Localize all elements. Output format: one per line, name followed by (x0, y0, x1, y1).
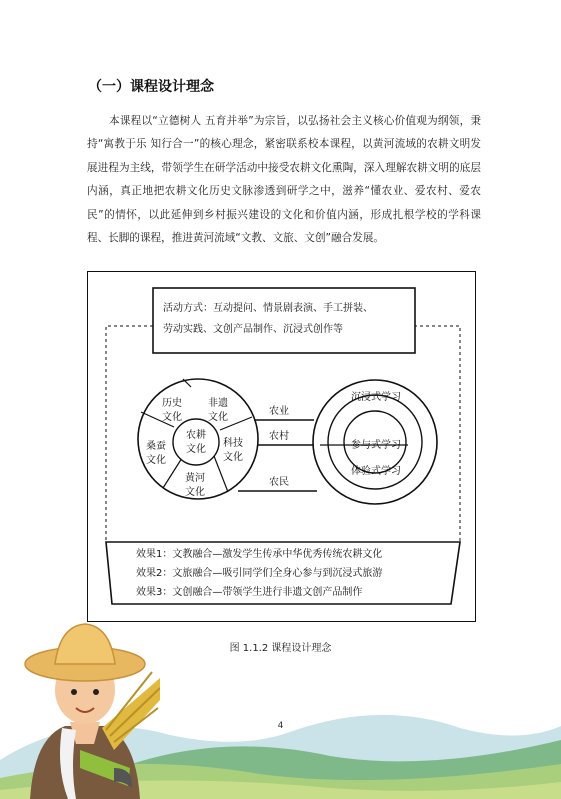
link-label-agriculture: 农业 (269, 406, 289, 417)
ring-label-participatory: 参与式学习 (351, 440, 401, 451)
segment-heritage-line2: 文化 (208, 412, 228, 423)
activity-text-line2: 劳动实践、文创产品制作、沉浸式创作等 (163, 324, 343, 335)
segment-silkworm-line1: 桑蚕 (146, 441, 166, 452)
wheel-center-circle (173, 419, 219, 465)
body-paragraph: 本课程以“立德树人 五育并举”为宗旨，以弘扬社会主义核心价值观为纲领，秉持“寓教于乐 知行合一”的核心理念，紧密联系校本课程，以黄河流域的农耕文明发展进程为主线，带领学生在研学活动中接受农耕文化熏陶，深入理解农耕文明的底层内涵，真正地把农耕文化历史文脉渗透到研学之中，滋养“懂农业、爱农村、爱农民”的情怀，以此延伸到乡村振兴建设的文化和价值内涵，形成扎根学校的学科课程、长脚的课程，推进黄河流域“文教、文旅、文创”融合发展。 (87, 115, 481, 245)
segment-yellowriver-line1: 黄河 (185, 473, 205, 484)
activity-text-line1: 活动方式：互动提问、情景剧表演、手工拼装、 (163, 303, 373, 314)
segment-history-line2: 文化 (162, 412, 182, 423)
link-label-village: 农村 (269, 431, 289, 442)
effect-item-3: 效果3：文创融合—带领学生进行非遗文创产品制作 (136, 587, 363, 598)
farmer-eye-left (71, 689, 77, 695)
concept-diagram (87, 271, 476, 622)
ring-label-immersive: 沉浸式学习 (351, 392, 401, 403)
section-heading: （一）课程设计理念 (88, 79, 214, 95)
concept-diagram-svg (88, 272, 477, 623)
center-label-line2: 文化 (186, 444, 206, 455)
link-label-farmer: 农民 (269, 477, 289, 488)
learning-rings (313, 380, 437, 504)
segment-history-line1: 历史 (162, 398, 182, 409)
farmer-hat-crown (55, 624, 115, 664)
segment-tech-line2: 文化 (223, 452, 243, 463)
page-number: 4 (277, 721, 284, 731)
farmer-illustration (10, 618, 160, 799)
segment-tech-line1: 科技 (223, 438, 243, 449)
culture-wheel (138, 379, 258, 499)
farmer-eye-right (93, 689, 99, 695)
effect-item-2: 效果2：文旅融合—吸引同学们全身心参与到沉浸式旅游 (136, 568, 383, 579)
effect-item-1: 效果1：文教融合—激发学生传承中华优秀传统农耕文化 (136, 549, 383, 560)
segment-silkworm-line2: 文化 (146, 455, 166, 466)
segment-heritage-line1: 非遗 (208, 398, 228, 409)
figure-caption: 图 1.1.2 课程设计理念 (229, 643, 332, 654)
segment-yellowriver-line2: 文化 (185, 487, 205, 498)
ring-label-experiential: 体验式学习 (351, 466, 401, 477)
center-label-line1: 农耕 (186, 430, 206, 441)
activity-box (153, 288, 415, 353)
